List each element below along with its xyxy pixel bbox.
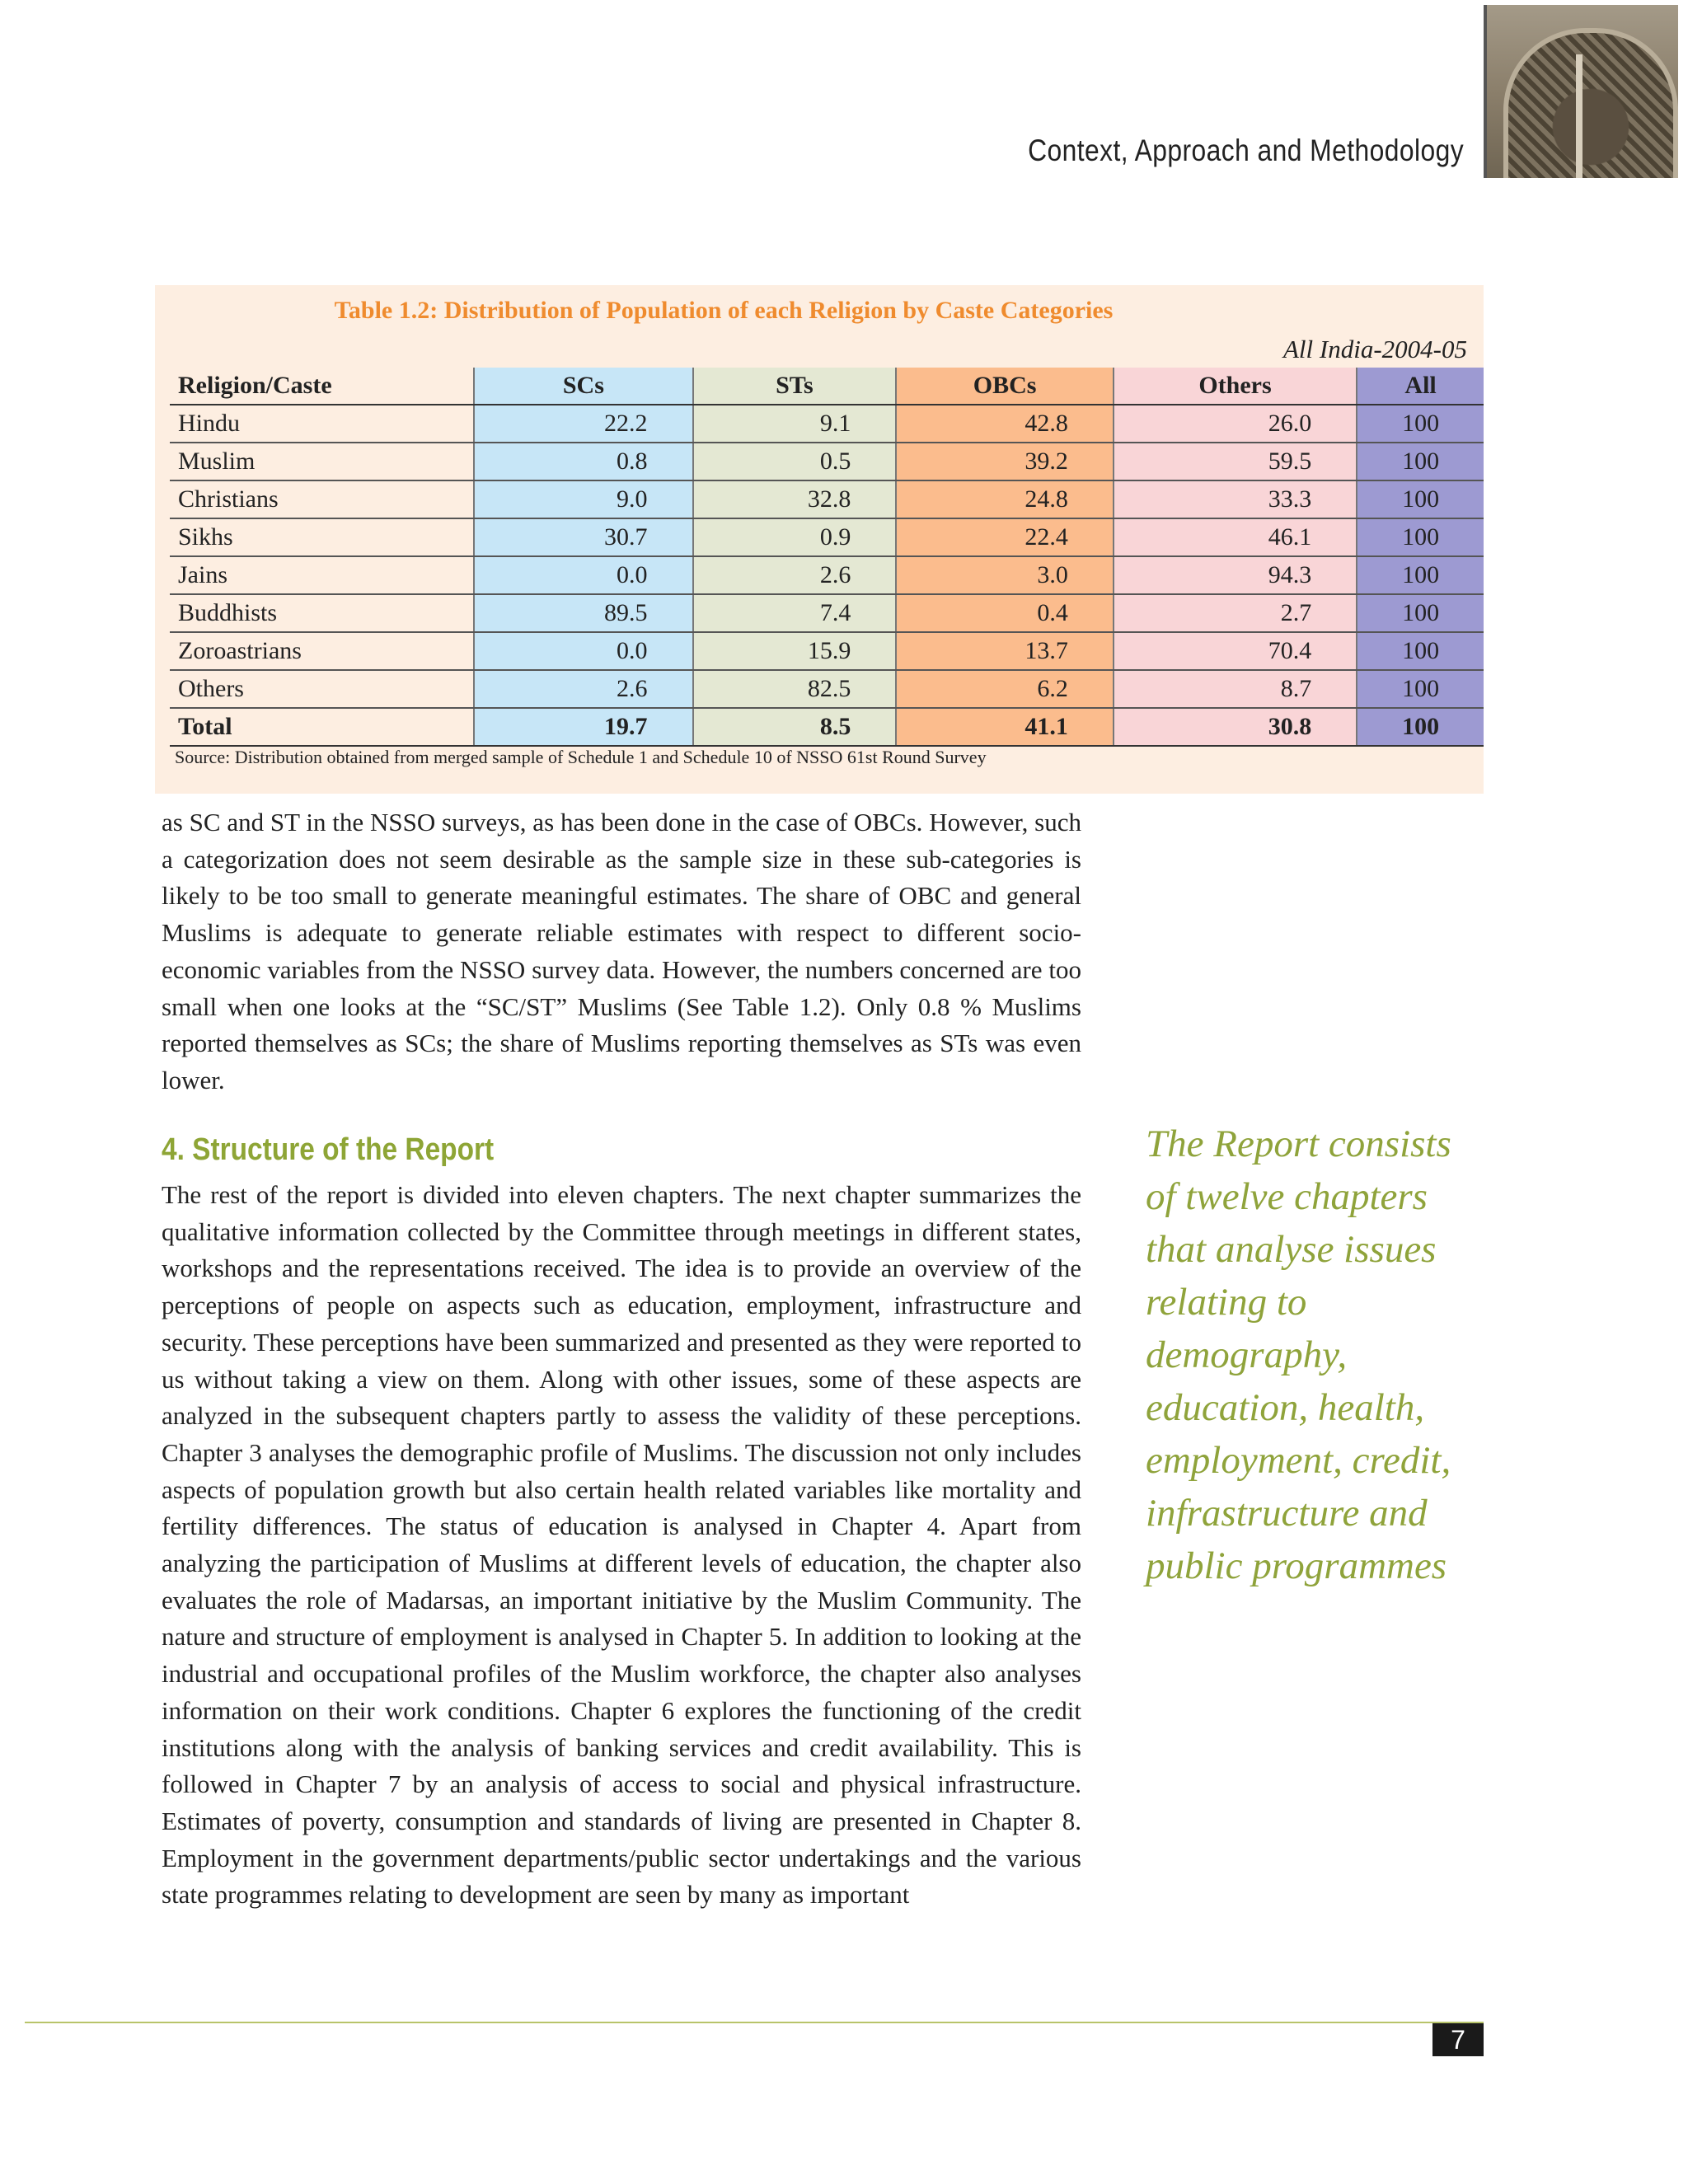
table-panel [155,285,1484,794]
table-cell: 0.0 [474,556,692,594]
table-row [170,443,1484,480]
table-row [170,480,1484,518]
running-header: Context, Approach and Methodology [1028,134,1464,167]
footer-rule [25,2022,1484,2023]
table-row [170,556,1484,594]
page-number: 7 [1432,2023,1484,2056]
row-label: Total [170,708,474,746]
table-cell: 8.5 [693,708,897,746]
column-header: All [1357,368,1484,405]
table-source-note: Source: Distribution obtained from merged sample of Schedule 1 and Schedule 10 of NSSO 61st Round Survey [175,747,987,767]
table-cell: 33.3 [1114,480,1357,518]
table-cell: 0.4 [896,594,1114,632]
table-cell: 94.3 [1114,556,1357,594]
tree-of-life-motif [1576,54,1582,178]
table-row [170,405,1484,443]
table-cell: 0.8 [474,443,692,480]
body-paragraph: The rest of the report is divided into eleven chapters. The next chapter summarizes the qualitative information collected by the Committee through meetings in different states, workshops and the representations received. The idea is to provide an overview of the perceptions of people on aspects such as education, employment, infrastructure and security. These perceptions have been summarized and presented as they were reported to us without taking a view on them. Along with other issues, some of these aspects are analyzed in the subsequent chapters partly to assess the validity of these perceptions. Chapter 3 analyses the demographic profile of Muslims. The discussion not only includes aspects of population growth but also certain health related variables like mortality and fertility differences. The status of education is analysed in Chapter 4. Apart from analyzing the participation of Muslims at different levels of education, the chapter also evaluates the role of Madarsas, an important initiative by the Muslim Community. The nature and structure of employment is analysed in Chapter 5. In addition to looking at the industrial and occupational profiles of the Muslim workforce, the chapter also analyses information on their work conditions. Chapter 6 explores the functioning of the credit institutions along with the analysis of banking services and credit availability. This is followed in Chapter 7 by an analysis of access to social and physical infrastructure. Estimates of poverty, consumption and standards of living are presented in Chapter 8. Employment in the government departments/public sector undertakings and the various state programmes relating to development are seen by many as important [162,1180,1081,1910]
table-cell: 100 [1357,405,1484,443]
table-row [170,632,1484,670]
table-cell: 7.4 [693,594,897,632]
table-cell: 19.7 [474,708,692,746]
pull-quote: The Report consists of twelve chapters that analyse issues relating to demography, education, health, employment, credit, infrastructure and public programmes [1146,1122,1451,1587]
table-cell: 22.2 [474,405,692,443]
table-subtitle: All India-2004-05 [1283,335,1467,363]
table-cell: 100 [1357,594,1484,632]
table-cell: 2.6 [693,556,897,594]
table-cell: 70.4 [1114,632,1357,670]
header-decorative-photo [1484,5,1678,178]
table-row [170,670,1484,708]
table-cell: 46.1 [1114,518,1357,556]
table-header-row [170,368,1484,405]
row-label: Christians [170,480,474,518]
row-label: Jains [170,556,474,594]
row-label: Others [170,670,474,708]
table-cell: 30.7 [474,518,692,556]
table-cell: 9.1 [693,405,897,443]
table-row [170,594,1484,632]
table-cell: 6.2 [896,670,1114,708]
table-cell: 0.0 [474,632,692,670]
table-cell: 22.4 [896,518,1114,556]
section-heading: 4. Structure of the Report [162,1132,495,1167]
table-cell: 32.8 [693,480,897,518]
row-label: Muslim [170,443,474,480]
column-header: STs [693,368,897,405]
table-cell: 100 [1357,670,1484,708]
table-cell: 100 [1357,632,1484,670]
column-header: Religion/Caste [170,368,474,405]
table-cell: 2.7 [1114,594,1357,632]
table-cell: 100 [1357,518,1484,556]
carved-arch-window [1503,28,1678,178]
table-cell: 59.5 [1114,443,1357,480]
row-label: Hindu [170,405,474,443]
table-cell: 41.1 [896,708,1114,746]
column-header: Others [1114,368,1357,405]
table-cell: 13.7 [896,632,1114,670]
table-cell: 100 [1357,443,1484,480]
caste-distribution-table [170,368,1484,747]
table-cell: 15.9 [693,632,897,670]
row-label: Sikhs [170,518,474,556]
column-header: SCs [474,368,692,405]
table-cell: 100 [1357,480,1484,518]
table-cell: 89.5 [474,594,692,632]
table-cell: 30.8 [1114,708,1357,746]
table-cell: 0.9 [693,518,897,556]
table-cell: 0.5 [693,443,897,480]
table-body [170,405,1484,746]
table-cell: 100 [1357,556,1484,594]
table-cell: 100 [1357,708,1484,746]
table-cell: 8.7 [1114,670,1357,708]
row-label: Buddhists [170,594,474,632]
table-cell: 42.8 [896,405,1114,443]
table-row [170,518,1484,556]
table-title: Table 1.2: Distribution of Population of each Religion by Caste Categories [334,297,1114,324]
table-cell: 39.2 [896,443,1114,480]
table-total-row [170,708,1484,746]
table-cell: 2.6 [474,670,692,708]
row-label: Zoroastrians [170,632,474,670]
body-paragraph: as SC and ST in the NSSO surveys, as has been done in the case of OBCs. However, such a categorization does not seem desirable as the sample size in these sub-categories is likely to be too small to generate meaningful estimates. The share of OBC and general Muslims is adequate to generate reliable estimates with respect to different socio-economic variables from the NSSO survey data. However, the numbers concerned are too small when one looks at the “SC/ST” Muslims (See Table 1.2). Only 0.8 % Muslims reported themselves as SCs; the share of Muslims reporting themselves as STs was even lower. [162,808,1081,1094]
table-cell: 26.0 [1114,405,1357,443]
table-cell: 3.0 [896,556,1114,594]
table-cell: 24.8 [896,480,1114,518]
table-cell: 82.5 [693,670,897,708]
table-cell: 9.0 [474,480,692,518]
column-header: OBCs [896,368,1114,405]
